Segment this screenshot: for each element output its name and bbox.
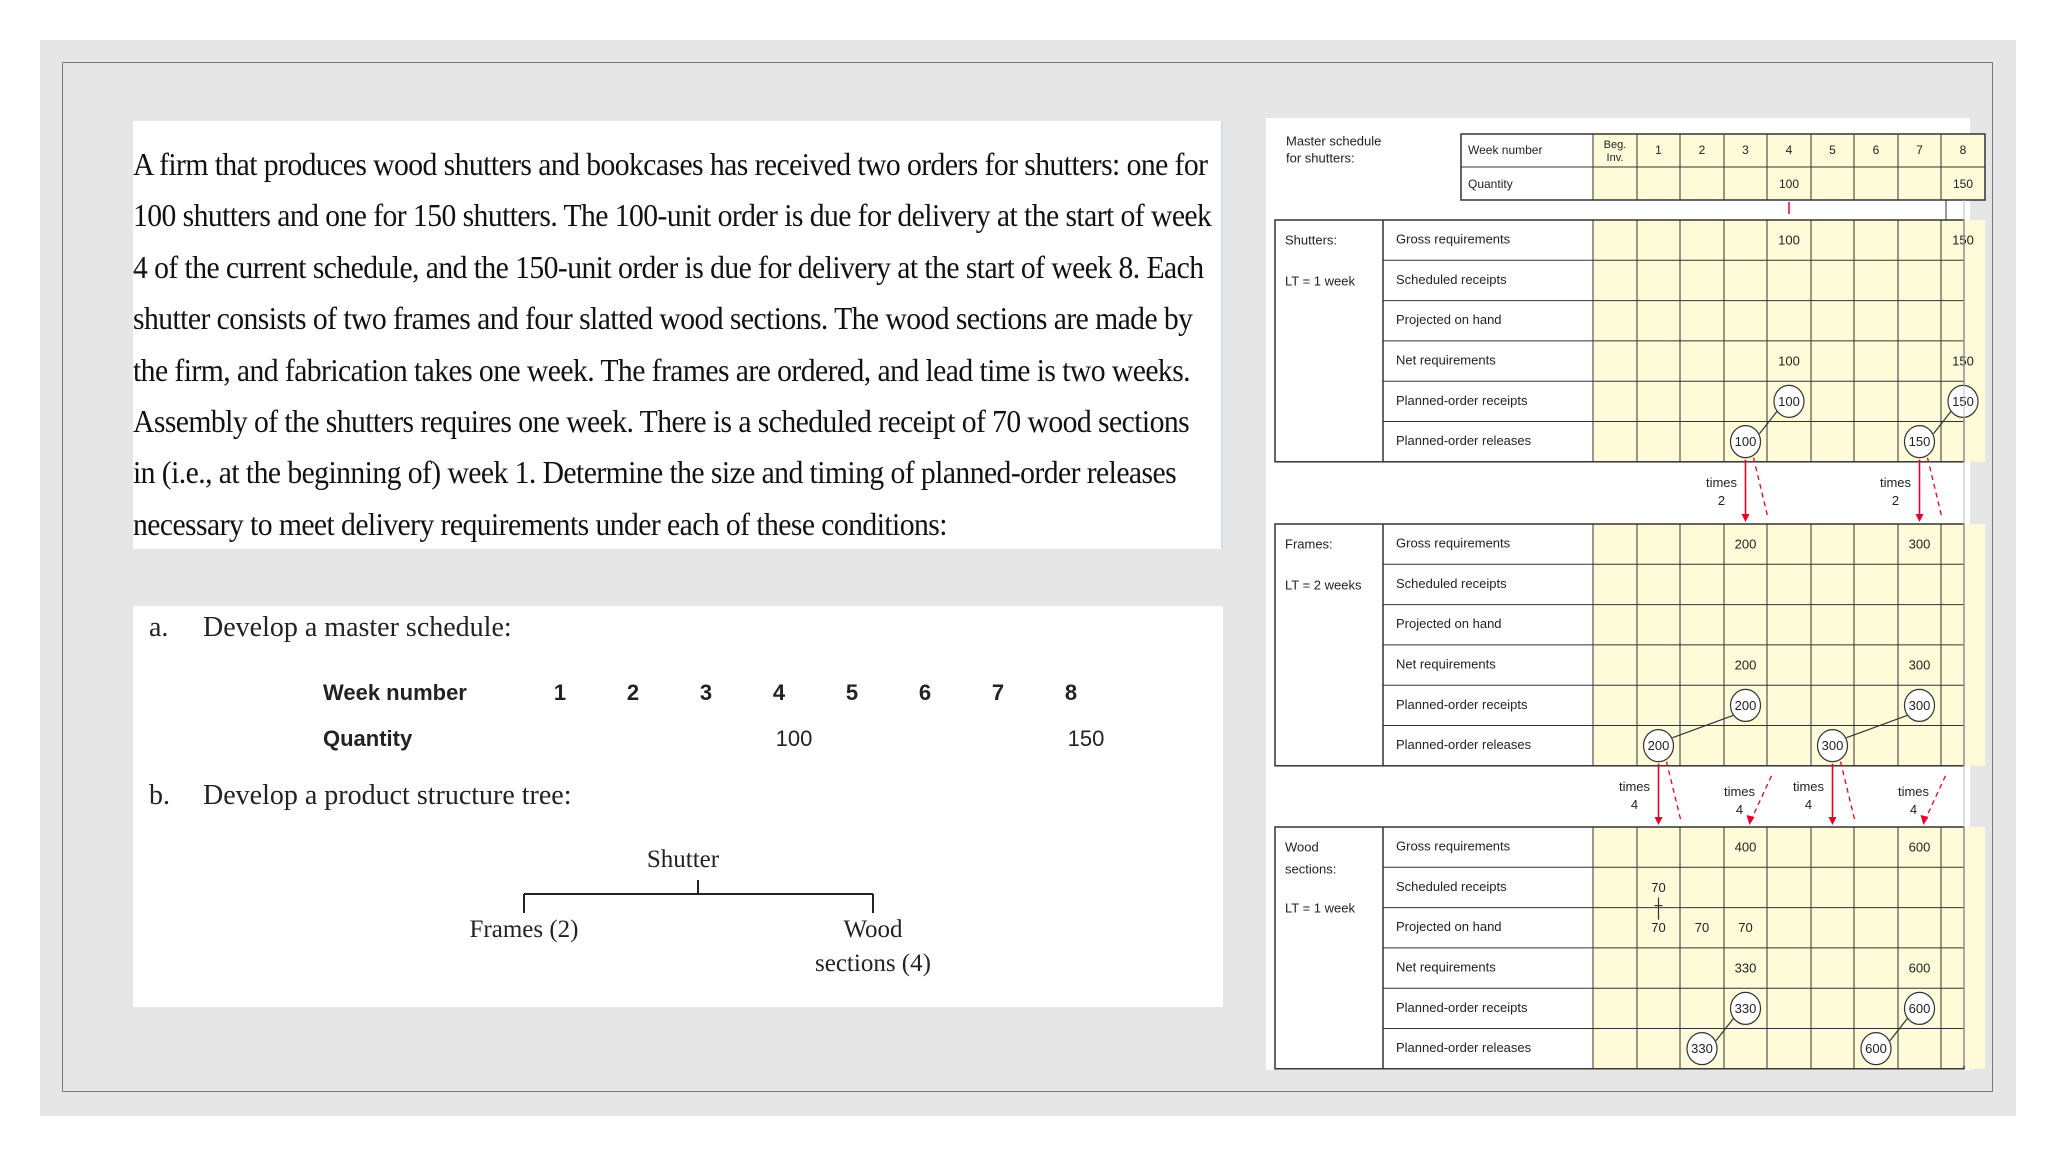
row-label: Gross requirements bbox=[1396, 535, 1511, 551]
times-multiplier: 4 bbox=[1630, 797, 1639, 813]
cell-value: 330 bbox=[1734, 1000, 1757, 1016]
cell-value: 200 bbox=[1734, 697, 1757, 713]
section-lead-time: LT = 1 week bbox=[1285, 273, 1355, 289]
row-label: Scheduled receipts bbox=[1396, 271, 1507, 287]
master-quantity-week-4: 100 bbox=[1778, 177, 1800, 192]
beg-inv-label: Inv. bbox=[1606, 151, 1624, 164]
row-label: Gross requirements bbox=[1396, 231, 1511, 247]
cell-value: 300 bbox=[1908, 657, 1931, 673]
week-5: 5 bbox=[845, 680, 859, 705]
week-7: 7 bbox=[991, 680, 1005, 705]
beg-inv-label: Beg. bbox=[1603, 138, 1627, 151]
week-6: 6 bbox=[918, 680, 932, 705]
row-label: Net requirements bbox=[1396, 352, 1496, 368]
problem-line: A firm that produces wood shutters and bookcases has received two orders for shutters: one for bbox=[133, 146, 1208, 182]
row-label: Planned-order receipts bbox=[1396, 999, 1528, 1015]
cell-value: 100 bbox=[1734, 434, 1757, 450]
cell-value: 70 bbox=[1738, 920, 1753, 936]
master-week-8: 8 bbox=[1959, 143, 1967, 158]
row-label: Projected on hand bbox=[1396, 312, 1502, 328]
cell-value: 100 bbox=[1778, 393, 1800, 409]
cell-value: 200 bbox=[1734, 657, 1757, 673]
times-multiplier: 2 bbox=[1891, 493, 1900, 509]
row-label: Planned-order releases bbox=[1396, 1040, 1532, 1056]
master-schedule-subtitle: for shutters: bbox=[1286, 150, 1355, 166]
task-a-letter: a. bbox=[149, 612, 169, 643]
mrp-tables bbox=[1266, 118, 1974, 1070]
times-label: times bbox=[1792, 779, 1825, 795]
row-label: Planned-order receipts bbox=[1396, 696, 1528, 712]
explosion-arrowhead bbox=[1921, 815, 1929, 825]
week-1: 1 bbox=[553, 680, 567, 705]
cell-value: 150 bbox=[1952, 353, 1974, 369]
cell-value: 70 bbox=[1651, 879, 1666, 895]
week-number-label: Week number bbox=[323, 680, 467, 705]
cell-value: 330 bbox=[1691, 1041, 1713, 1057]
problem-line: 4 of the current schedule, and the 150-unit order is due for delivery at the start of week 8. Each bbox=[133, 248, 1204, 285]
section-lead-time: LT = 1 week bbox=[1285, 900, 1355, 916]
cell-value: 600 bbox=[1908, 839, 1931, 855]
cell-value: 150 bbox=[1952, 393, 1974, 409]
explosion-dashed-arrow bbox=[1841, 762, 1855, 819]
times-label: times bbox=[1723, 784, 1756, 800]
cell-value: 200 bbox=[1647, 738, 1670, 754]
week-4: 4 bbox=[772, 680, 786, 705]
master-week-number-label: Week number bbox=[1468, 143, 1543, 158]
master-week-6: 6 bbox=[1872, 143, 1880, 158]
cell-value: 600 bbox=[1865, 1041, 1887, 1057]
tree-child-wood-line2: sections (4) bbox=[815, 950, 931, 977]
times-label: times bbox=[1897, 784, 1930, 800]
explosion-arrowhead bbox=[1829, 817, 1837, 825]
task-b-text: Develop a product structure tree: bbox=[203, 780, 572, 811]
problem-line: shutter consists of two frames and four slatted wood sections. The wood sections are made by bbox=[133, 300, 1193, 337]
explosion-arrowhead bbox=[1655, 817, 1663, 825]
times-multiplier: 2 bbox=[1717, 493, 1726, 509]
times-label: times bbox=[1618, 779, 1651, 795]
cell-value: 600 bbox=[1908, 960, 1931, 976]
tree-child-wood-line1: Wood bbox=[843, 916, 903, 943]
cell-value: 200 bbox=[1734, 536, 1757, 552]
row-label: Scheduled receipts bbox=[1396, 575, 1507, 591]
section-item-name: Shutters: bbox=[1285, 232, 1338, 248]
row-label: Net requirements bbox=[1396, 959, 1496, 975]
master-schedule-title: Master schedule bbox=[1286, 133, 1382, 149]
row-label: Net requirements bbox=[1396, 656, 1496, 672]
master-week-1: 1 bbox=[1655, 143, 1662, 158]
master-week-3: 3 bbox=[1742, 143, 1749, 158]
cell-value: 100 bbox=[1778, 353, 1800, 369]
master-week-5: 5 bbox=[1829, 143, 1836, 158]
times-label: times bbox=[1879, 475, 1912, 491]
problem-line: in (i.e., at the beginning of) week 1. Determine the size and timing of planned-order releases bbox=[133, 454, 1177, 491]
master-week-2: 2 bbox=[1698, 143, 1706, 158]
problem-statement bbox=[133, 121, 1223, 549]
explosion-arrowhead bbox=[1916, 514, 1924, 522]
master-quantity-week-8: 150 bbox=[1952, 177, 1974, 192]
cell-value: 300 bbox=[1908, 697, 1931, 713]
cell-value: 600 bbox=[1908, 1000, 1931, 1016]
quantity-week-4: 100 bbox=[775, 726, 813, 751]
explosion-dashed-arrow bbox=[1754, 458, 1768, 516]
problem-line: Assembly of the shutters requires one week. There is a scheduled receipt of 70 wood sections bbox=[133, 403, 1190, 440]
master-week-4: 4 bbox=[1785, 143, 1793, 158]
week-8: 8 bbox=[1064, 680, 1078, 705]
week-3: 3 bbox=[699, 680, 713, 705]
section-lead-time: LT = 2 weeks bbox=[1285, 577, 1362, 593]
cell-value: 150 bbox=[1908, 434, 1931, 450]
cell-value: 330 bbox=[1734, 960, 1757, 976]
explosion-arrowhead bbox=[1747, 815, 1755, 825]
row-label: Planned-order releases bbox=[1396, 737, 1532, 753]
row-label: Planned-order releases bbox=[1396, 433, 1532, 449]
problem-line: necessary to meet delivery requirements under each of these conditions: bbox=[133, 505, 947, 542]
tree-child-frames: Frames (2) bbox=[469, 916, 579, 943]
times-multiplier: 4 bbox=[1735, 802, 1744, 818]
section-item-name: Frames: bbox=[1285, 536, 1333, 552]
quantity-label: Quantity bbox=[323, 726, 413, 751]
problem-line: 100 shutters and one for 150 shutters. The 100-unit order is due for delivery at the start of week bbox=[133, 197, 1212, 234]
row-label: Projected on hand bbox=[1396, 919, 1502, 935]
explosion-dashed-arrow bbox=[1928, 458, 1942, 516]
task-b-letter: b. bbox=[149, 780, 170, 811]
cell-value: 300 bbox=[1908, 536, 1931, 552]
tasks-panel bbox=[133, 606, 1223, 1007]
times-multiplier: 4 bbox=[1909, 802, 1918, 818]
explosion-dashed-arrow bbox=[1667, 762, 1681, 819]
times-multiplier: 4 bbox=[1804, 797, 1813, 813]
row-label: Gross requirements bbox=[1396, 838, 1511, 854]
row-label: Scheduled receipts bbox=[1396, 878, 1507, 894]
master-quantity-label: Quantity bbox=[1468, 177, 1513, 192]
cell-value: 150 bbox=[1952, 232, 1974, 248]
cell-value: 100 bbox=[1778, 232, 1800, 248]
master-week-7: 7 bbox=[1916, 143, 1923, 158]
explosion-arrowhead bbox=[1742, 514, 1750, 522]
times-label: times bbox=[1705, 475, 1738, 491]
problem-line: the firm, and fabrication takes one week. The frames are ordered, and lead time is two weeks. bbox=[133, 351, 1191, 388]
row-label: Planned-order receipts bbox=[1396, 392, 1528, 408]
tree-root-shutter: Shutter bbox=[646, 846, 720, 873]
week-2: 2 bbox=[626, 680, 640, 705]
tree-connectors bbox=[133, 606, 1223, 1007]
task-a-text: Develop a master schedule: bbox=[203, 612, 512, 643]
section-item-name: sections: bbox=[1285, 861, 1337, 877]
cell-value: 70 bbox=[1694, 920, 1710, 936]
section-item-name: Wood bbox=[1285, 839, 1319, 855]
cell-value: 70 bbox=[1651, 920, 1666, 936]
cell-value: 400 bbox=[1734, 839, 1757, 855]
cell-value: 300 bbox=[1821, 738, 1844, 754]
quantity-week-8: 150 bbox=[1067, 726, 1105, 751]
row-label: Projected on hand bbox=[1396, 616, 1502, 632]
mrp-worksheet bbox=[1266, 118, 1974, 1070]
